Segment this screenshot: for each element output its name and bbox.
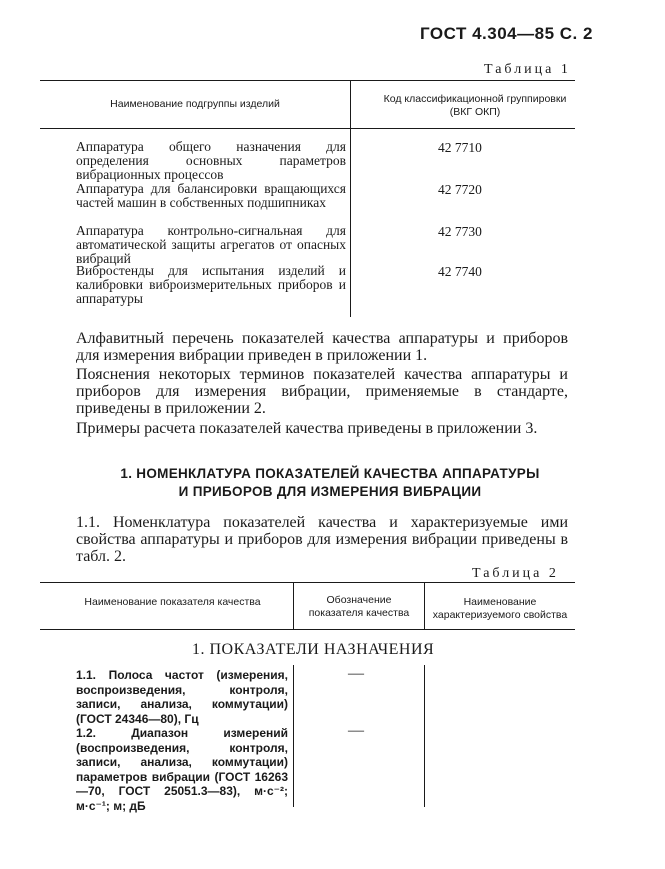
table2-label: Таблица 2 [472,566,559,581]
section1-intro: 1.1. Номенклатура показателей качества и характеризуемые ими свойства аппаратуры и приборов для измерения вибрации приведены в табл. 2. [76,514,568,565]
section1-title-line1: 1. НОМЕНКЛАТУРА ПОКАЗАТЕЛЕЙ КАЧЕСТВА АППАРАТУРЫ [120,466,540,481]
table1-row-code: 42 7730 [438,224,482,239]
table2-col3-header: Наименование характеризуемого свойства [432,596,568,621]
table1-row-code: 42 7720 [438,182,482,197]
table1-label: Таблица 1 [484,62,571,77]
table2-header-divider2 [424,582,425,629]
table2-row-symbol: — [348,722,364,739]
table1-column-divider [350,80,351,317]
table2-subheading: 1. ПОКАЗАТЕЛИ НАЗНАЧЕНИЯ [192,641,435,658]
table1-row-code: 42 7710 [438,140,482,155]
table1-col1-header: Наименование подгруппы изделий [110,98,280,110]
table1-col2-header: Код классификационной группировки (ВКГ ОКП) [383,93,567,118]
table1-row-name: Вибростенды для испытания изделий и калибровки виброизмерительных приборов и аппаратуры [76,263,346,306]
paragraph-appendix2: Пояснения некоторых терминов показателей качества аппаратуры и приборов для измерения вибрации, применяемые в стандарте, приведены в приложении 2. [76,366,568,417]
paragraph-appendix1: Алфавитный перечень показателей качества аппаратуры и приборов для измерения вибрации приведен в приложении 1. [76,330,568,364]
table2-row-name: 1.2. Диапазон измерений (воспроизведения, контроля, записи, анализа, коммутации) параметров вибрации (ГОСТ 16263—70, ГОСТ 25051.3—83), м·с⁻²; м·с⁻¹; м; дБ [76,726,288,813]
table2-col1-header: Наименование показателя качества [84,596,261,608]
table1-row-name: Аппаратура для балансировки вращающихся частей машин в собственных подшипниках [76,181,346,210]
paragraph-appendix3: Примеры расчета показателей качества приведены в приложении 3. [76,420,538,437]
table1-row-name: Аппаратура общего назначения для определения основных параметров вибрационных процессов [76,139,346,182]
table2-top-rule [40,582,575,583]
table2-row-name: 1.1. Полоса частот (измерения, воспроизведения, контроля, записи, анализа, коммутации) (ГОСТ 24346—80), Гц [76,668,288,726]
table2-body-divider1 [293,665,294,807]
table2-header-rule [40,629,575,630]
table1-header-rule [40,128,575,129]
table2-row-symbol: — [348,665,364,682]
document-header: ГОСТ 4.304—85 С. 2 [420,24,593,43]
table1-top-rule [40,80,575,81]
table1-row-code: 42 7740 [438,264,482,279]
table2-body-divider2 [424,665,425,807]
table2-col2-header: Обозначение показателя качества [308,594,410,619]
table2-header-divider1 [293,582,294,629]
table1-row-name: Аппаратура контрольно-сигнальная для автоматической защиты агрегатов от опасных вибраций [76,223,346,266]
section1-title-line2: И ПРИБОРОВ ДЛЯ ИЗМЕРЕНИЯ ВИБРАЦИИ [178,484,482,499]
